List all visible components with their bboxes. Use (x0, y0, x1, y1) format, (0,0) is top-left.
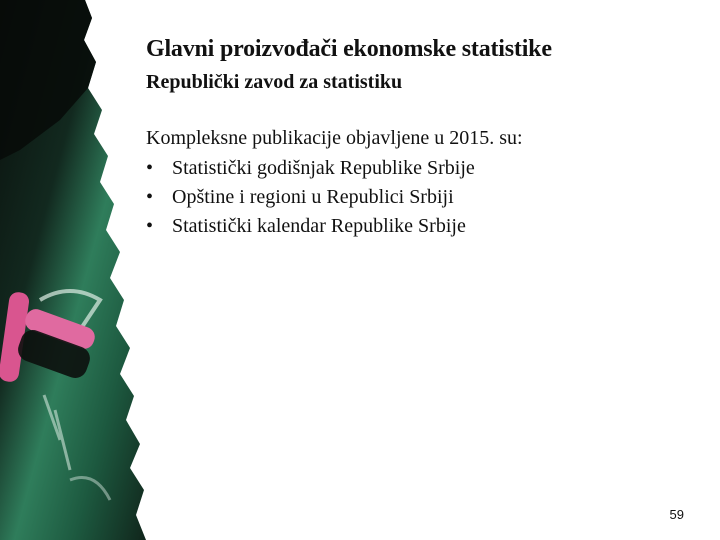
list-item (146, 154, 475, 183)
page-number: 59 (669, 507, 684, 522)
publication-list (146, 154, 475, 241)
list-item-text: Statistički kalendar Republike Srbije (172, 215, 466, 237)
bullet-icon: • (146, 186, 154, 208)
list-item-text: Statistički godišnjak Republike Srbije (172, 157, 475, 179)
slide-subtitle: Republički zavod za statistiku (146, 71, 403, 93)
slide-title: Glavni proizvođači ekonomske statistike (146, 36, 552, 62)
bullet-icon: • (146, 157, 154, 179)
list-item (146, 183, 475, 212)
bullet-icon: • (146, 215, 154, 237)
intro-text: Kompleksne publikacije objavljene u 2015. su: (146, 127, 523, 149)
list-item-text: Opštine i regioni u Republici Srbiji (172, 186, 454, 208)
list-item (146, 212, 475, 241)
